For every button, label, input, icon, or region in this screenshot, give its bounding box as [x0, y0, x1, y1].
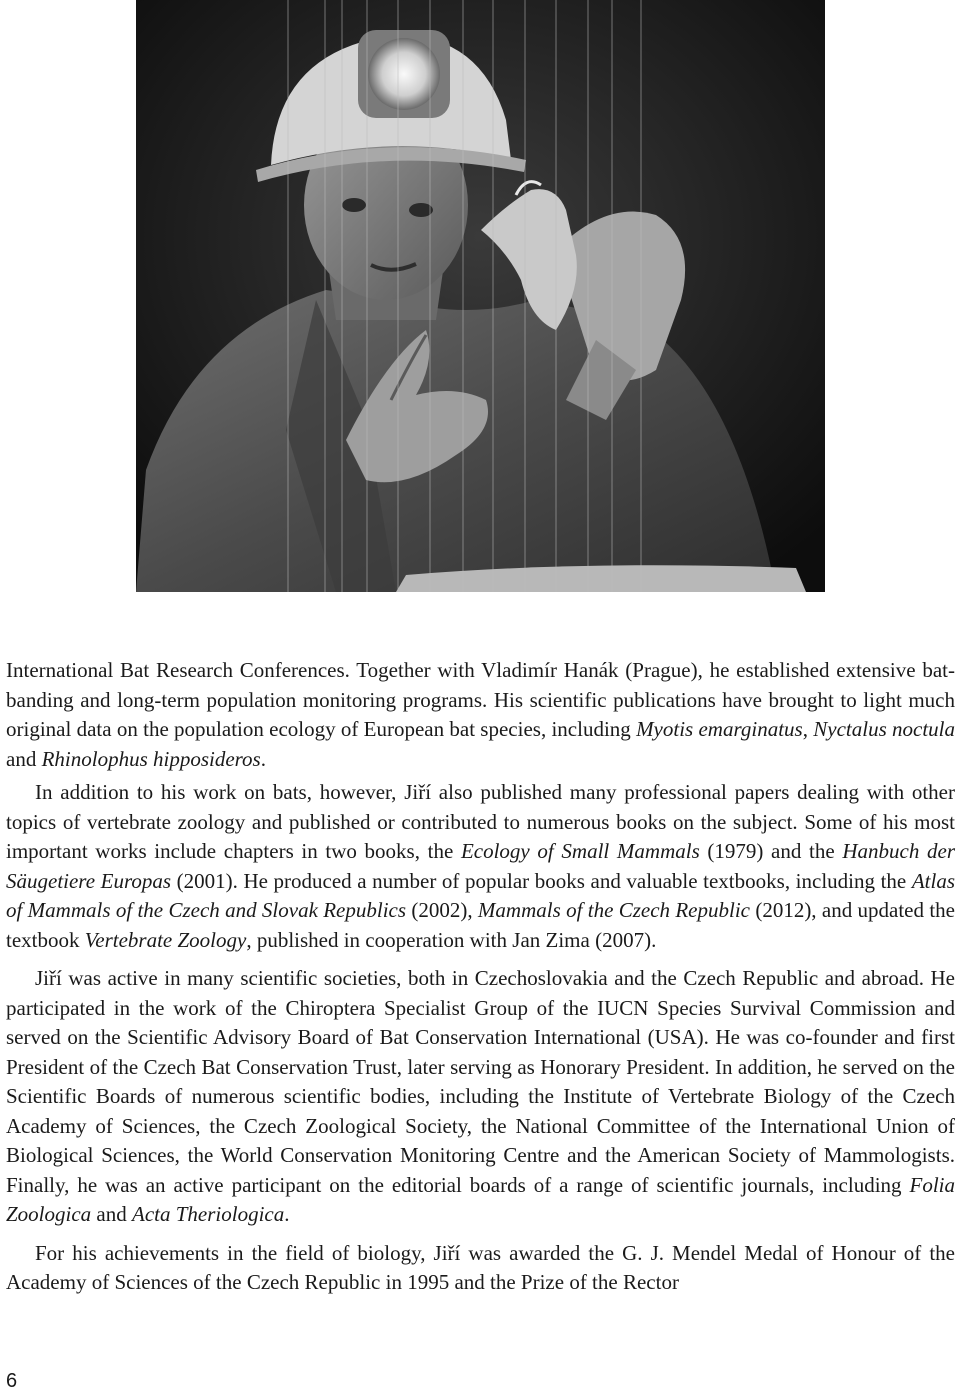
page-number: 6 [6, 1370, 18, 1392]
text-segment: and [91, 1202, 132, 1226]
paragraph-2 [6, 778, 955, 955]
text-segment: . [284, 1202, 290, 1226]
text-segment-italic: Nyctalus noctula [813, 717, 956, 741]
text-segment: (2002), [406, 898, 478, 922]
text-segment-italic: Myotis emarginatus [636, 717, 803, 741]
text-segment: and [6, 746, 42, 771]
text-segment-italic: Vertebrate Zoology [84, 927, 247, 952]
text-segment: (2012), and updated the textbook [6, 898, 955, 952]
article-body [6, 656, 955, 1298]
text-segment: International Bat Research Conferences. Together with Vladimír Hanák (Prague), he established extensive bat-banding and long-term population monitoring programs. His scientific publications have brought to light much original data on the population ecology of European bat species, including [6, 658, 955, 741]
text-segment: In addition to his work on bats, however, Jiří also published many professional papers dealing with other topics of vertebrate zoology and published or contributed to numerous books on the subject. Some of his most important works include chapters in two books, the [6, 780, 955, 863]
text-segment: Jiří was active in many scientific societies, both in Czechoslovakia and the Czech Republic and abroad. He participated in the work of the Chiroptera Specialist Group of the IUCN Species Survival Commission and served on the Scientific Advisory Board of Bat Conservation International (USA). He was co-founder and first President of the Czech Bat Conservation Trust, later serving as Honorary President. In addition, he served on the Scientific Boards of numerous scientific bodies, including the Institute of Vertebrate Biology of the Czech Academy of Sciences, the Czech Zoological Society, the National Committee of the International Union of Biological Sciences, the World Conservation Monitoring Centre and the American Society of Mammologists. Finally, he was an active participant on the editorial boards of a range of scientific journals, including [6, 966, 955, 1197]
text-segment: , published in cooperation with Jan Zima (2007). [246, 927, 657, 952]
text-segment: (1979) and the [699, 839, 843, 863]
paragraph-1 [6, 656, 955, 774]
paragraph-4 [6, 1239, 955, 1298]
text-segment-italic: Rhinolophus hipposideros [41, 746, 261, 771]
text-segment-italic: Mammals of the Czech Republic [477, 898, 750, 922]
text-segment-italic: Ecology of Small Mammals [460, 839, 700, 863]
text-segment: . [260, 746, 266, 771]
text-segment: (2001). He produced a number of popular books and valuable textbooks, including the [171, 868, 912, 893]
text-segment-italic: Acta Theriologica [132, 1202, 285, 1226]
text-segment: For his achievements in the field of biology, Jiří was awarded the G. J. Mendel Medal of Honour of the Academy of Sciences of the Czech Republic in 1995 and the Prize of the Rector [6, 1240, 955, 1294]
text-segment: , [802, 717, 814, 741]
text-segment-italic: Hanbuch der Säugetiere Europas [6, 839, 955, 893]
text-segment-italic: Atlas of Mammals of the Czech and Slovak Republics [6, 868, 955, 922]
paragraph-3 [6, 964, 955, 1230]
portrait-photo-illustration [136, 0, 825, 592]
portrait-photo [136, 0, 825, 592]
text-segment-italic: Folia Zoologica [6, 1172, 955, 1226]
